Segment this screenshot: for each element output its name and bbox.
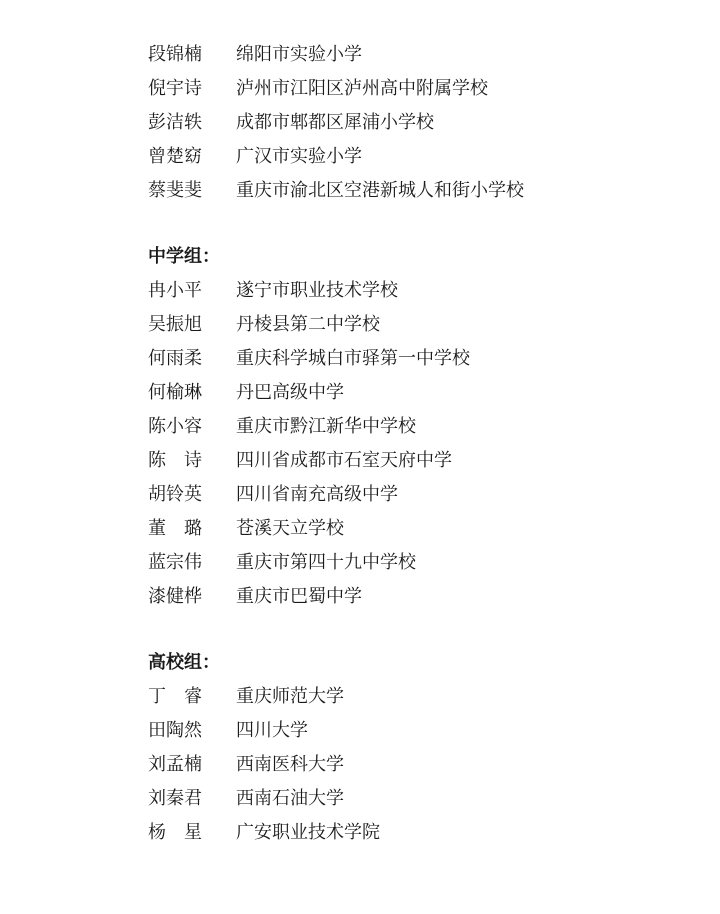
entry-name: 丁 睿 (148, 686, 202, 707)
entry-name: 陈 诗 (148, 450, 202, 471)
entry-name: 吴振旭 (148, 314, 202, 335)
entry-name: 漆健桦 (148, 586, 202, 607)
entry-school: 重庆市渝北区空港新城人和街小学校 (236, 180, 524, 201)
list-item (148, 444, 708, 478)
entry-school: 泸州市江阳区泸州高中附属学校 (236, 78, 488, 99)
entry-school: 重庆市黔江新华中学校 (236, 416, 416, 437)
entry-school: 重庆市第四十九中学校 (236, 552, 416, 573)
entry-school: 重庆师范大学 (236, 686, 344, 707)
entry-name: 刘秦君 (148, 788, 202, 809)
group-primary (148, 38, 708, 208)
entry-name: 刘孟楠 (148, 754, 202, 775)
group-university (148, 646, 708, 850)
award-list-document (148, 38, 708, 882)
list-item (148, 748, 708, 782)
list-item (148, 714, 708, 748)
entry-school: 重庆科学城白市驿第一中学校 (236, 348, 470, 369)
entry-name: 陈小容 (148, 416, 202, 437)
list-item (148, 174, 708, 208)
list-item (148, 782, 708, 816)
list-item (148, 274, 708, 308)
entry-name: 倪宇诗 (148, 78, 202, 99)
entry-school: 四川大学 (236, 720, 308, 741)
entry-name: 段锦楠 (148, 44, 202, 65)
list-item (148, 478, 708, 512)
entry-school: 广汉市实验小学 (236, 146, 362, 167)
list-item (148, 342, 708, 376)
list-item (148, 308, 708, 342)
entry-school: 成都市郫都区犀浦小学校 (236, 112, 434, 133)
entry-school: 西南医科大学 (236, 754, 344, 775)
entry-name: 彭洁轶 (148, 112, 202, 133)
entry-name: 胡铃英 (148, 484, 202, 505)
entry-name: 田陶然 (148, 720, 202, 741)
list-item (148, 546, 708, 580)
entry-school: 四川省成都市石室天府中学 (236, 450, 452, 471)
list-item (148, 512, 708, 546)
list-item (148, 816, 708, 850)
entry-school: 西南石油大学 (236, 788, 344, 809)
entry-school: 丹棱县第二中学校 (236, 314, 380, 335)
list-item (148, 38, 708, 72)
entry-school: 遂宁市职业技术学校 (236, 280, 398, 301)
entry-name: 冉小平 (148, 280, 202, 301)
entry-school: 绵阳市实验小学 (236, 44, 362, 65)
list-item (148, 376, 708, 410)
entry-school: 四川省南充高级中学 (236, 484, 398, 505)
entry-name: 曾楚窈 (148, 146, 202, 167)
entry-name: 何榆琳 (148, 382, 202, 403)
entry-name: 何雨柔 (148, 348, 202, 369)
list-item (148, 106, 708, 140)
entry-name: 杨 星 (148, 822, 202, 843)
list-item (148, 580, 708, 614)
group-heading: 高校组： (148, 652, 220, 673)
list-item (148, 140, 708, 174)
list-item (148, 680, 708, 714)
entry-name: 董 璐 (148, 518, 202, 539)
entry-name: 蔡斐斐 (148, 180, 202, 201)
entry-school: 重庆市巴蜀中学 (236, 586, 362, 607)
entry-school: 丹巴高级中学 (236, 382, 344, 403)
group-heading: 中学组： (148, 246, 220, 267)
entry-school: 广安职业技术学院 (236, 822, 380, 843)
list-item (148, 72, 708, 106)
entry-name: 蓝宗伟 (148, 552, 202, 573)
group-middle-school (148, 240, 708, 614)
list-item (148, 410, 708, 444)
entry-school: 苍溪天立学校 (236, 518, 344, 539)
